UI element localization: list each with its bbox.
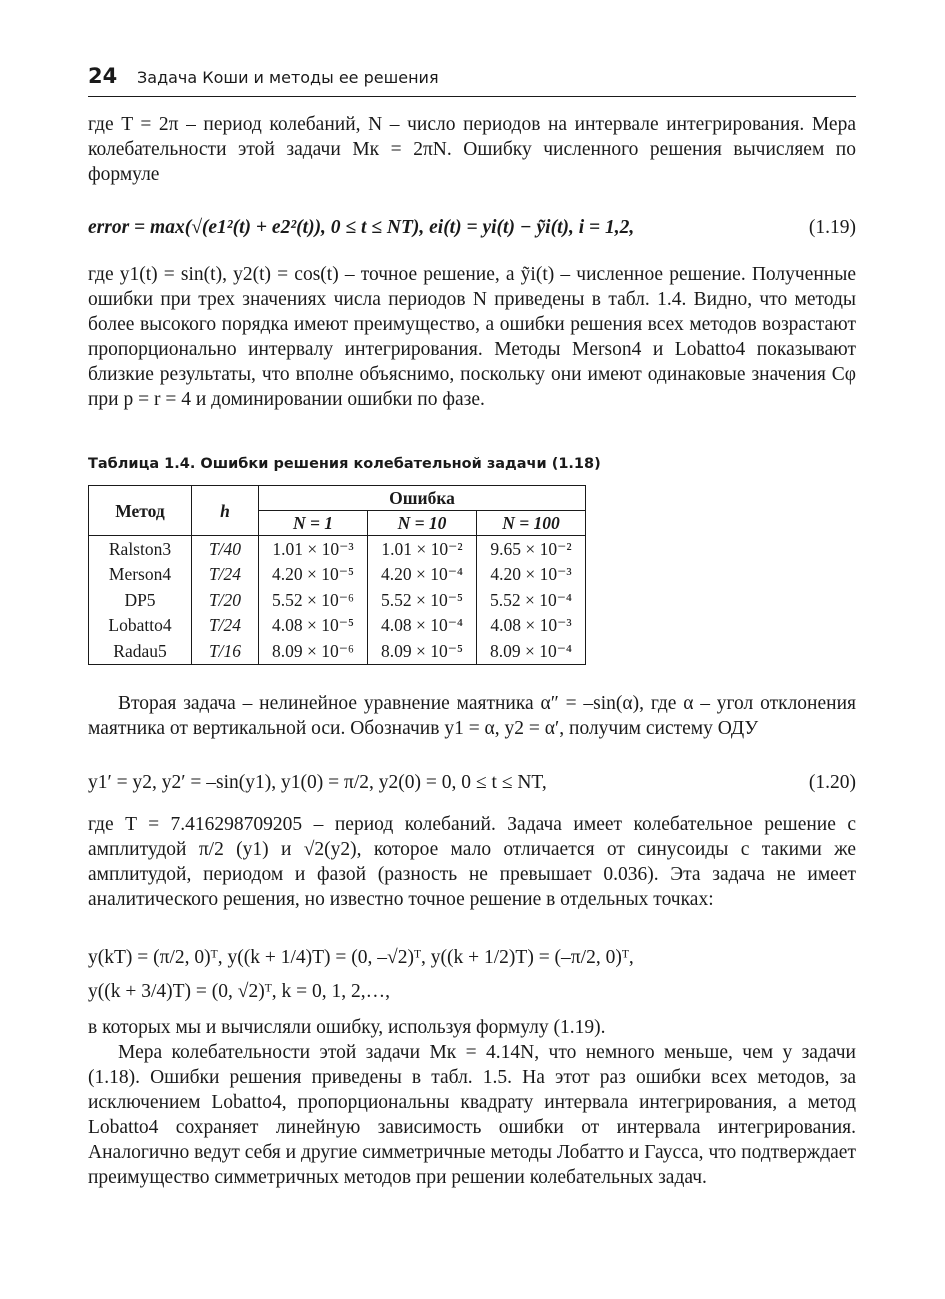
cell-h: T/20 bbox=[192, 587, 259, 613]
cell-method: Lobatto4 bbox=[89, 613, 192, 639]
cell-h: T/16 bbox=[192, 638, 259, 664]
table-row bbox=[89, 536, 586, 562]
cell-n1: 5.52 × 10⁻⁶ bbox=[259, 587, 368, 613]
paragraph-error-note: в которых мы и вычисляли ошибку, используя формулу (1.19). bbox=[88, 1017, 606, 1038]
table-header-method: Метод bbox=[89, 486, 192, 536]
table-row bbox=[89, 587, 586, 613]
exact-points-line-1-text: y(kT) = (π/2, 0)ᵀ, y((k + 1/4)T) = (0, –√2)ᵀ, y((k + 1/2)T) = (–π/2, 0)ᵀ, bbox=[88, 947, 634, 968]
cell-n10: 4.08 × 10⁻⁴ bbox=[368, 613, 477, 639]
running-head bbox=[88, 62, 856, 97]
cell-n10: 5.52 × 10⁻⁵ bbox=[368, 587, 477, 613]
error-table bbox=[88, 485, 586, 665]
cell-h: T/24 bbox=[192, 613, 259, 639]
cell-n1: 4.08 × 10⁻⁵ bbox=[259, 613, 368, 639]
page-number: 24 bbox=[88, 64, 118, 88]
paragraph-conclusion: Мера колебательности этой задачи Mк = 4.14N, что немного меньше, чем у задачи (1.18). Ошибки решения приведены в табл. 1.5. На этот раз ошибки всех методов, за исключением Lobatto4, пропорциональны квадрату интервала интегрирования, а метод Lobatto4 сохраняет линейную зависимость ошибки от интервала интегрирования. Аналогично ведут себя и другие симметричные методы Лобатто и Гаусса, что подтверждает преимущество симметричных методов при решении колебательных задач. bbox=[88, 1042, 856, 1188]
cell-n1: 1.01 × 10⁻³ bbox=[259, 536, 368, 562]
cell-method: DP5 bbox=[89, 587, 192, 613]
paragraph-period: где T = 7.416298709205 – период колебаний. Задача имеет колебательное решение с амплитудой π/2 (y1) и √2(y2), которое мало отличается от синусоиды с такими же амплитудой, периодом и фазой (разность не превышает 0.036). Эта задача не имеет аналитического решения, но известно точное решение в отдельных точках: bbox=[88, 814, 856, 910]
cell-n1: 8.09 × 10⁻⁶ bbox=[259, 638, 368, 664]
formula-1-20 bbox=[88, 772, 856, 802]
formula-1-19-number: (1.19) bbox=[808, 217, 856, 238]
cell-n100: 8.09 × 10⁻⁴ bbox=[477, 638, 586, 664]
paragraph-pendulum: Вторая задача – нелинейное уравнение маятника α″ = –sin(α), где α – угол отклонения маятника от вертикальной оси. Обозначив y1 = α, y2 = α′, получим систему ОДУ bbox=[88, 693, 856, 739]
cell-method: Ralston3 bbox=[89, 536, 192, 562]
table-header-n100: N = 100 bbox=[477, 511, 586, 536]
table-caption: Таблица 1.4. Ошибки решения колебательной задачи (1.18) bbox=[88, 456, 601, 472]
cell-method: Merson4 bbox=[89, 562, 192, 588]
formula-1-20-number: (1.20) bbox=[808, 772, 856, 793]
table-row bbox=[89, 613, 586, 639]
cell-n10: 8.09 × 10⁻⁵ bbox=[368, 638, 477, 664]
cell-n100: 4.08 × 10⁻³ bbox=[477, 613, 586, 639]
table-row bbox=[89, 638, 586, 664]
chapter-title: Задача Коши и методы ее решения bbox=[137, 68, 439, 87]
table-header-n10: N = 10 bbox=[368, 511, 477, 536]
cell-n100: 9.65 × 10⁻² bbox=[477, 536, 586, 562]
cell-n10: 1.01 × 10⁻² bbox=[368, 536, 477, 562]
paragraph-results: где y1(t) = sin(t), y2(t) = cos(t) – точное решение, а ỹi(t) – численное решение. Полученные ошибки при трех значениях числа периодов N приведены в табл. 1.4. Видно, что методы более высокого порядка имеют преимущество, а ошибки решения всех методов возрастают пропорционально интервалу интегрирования. Методы Merson4 и Lobatto4 показывают близкие результаты, что вполне объяснимо, поскольку они имеют одинаковые значения Cφ при p = r = 4 и доминировании ошибки по фазе. bbox=[88, 264, 856, 410]
cell-n10: 4.20 × 10⁻⁴ bbox=[368, 562, 477, 588]
table-header-n1: N = 1 bbox=[259, 511, 368, 536]
formula-1-20-body: y1′ = y2, y2′ = –sin(y1), y1(0) = π/2, y2(0) = 0, 0 ≤ t ≤ NT, bbox=[88, 772, 547, 793]
cell-n100: 4.20 × 10⁻³ bbox=[477, 562, 586, 588]
cell-method: Radau5 bbox=[89, 638, 192, 664]
exact-points-line-2 bbox=[88, 981, 856, 1011]
paragraph-intro: где T = 2π – период колебаний, N – число периодов на интервале интегрирования. Мера колебательности этой задачи Mк = 2πN. Ошибку численного решения вычисляем по формуле bbox=[88, 114, 856, 185]
cell-h: T/24 bbox=[192, 562, 259, 588]
cell-n100: 5.52 × 10⁻⁴ bbox=[477, 587, 586, 613]
table-header-h: h bbox=[192, 486, 259, 536]
table-header-error: Ошибка bbox=[259, 486, 586, 511]
cell-n1: 4.20 × 10⁻⁵ bbox=[259, 562, 368, 588]
exact-points-line-1 bbox=[88, 947, 856, 977]
formula-1-19 bbox=[88, 217, 856, 247]
exact-points-line-2-text: y((k + 3/4)T) = (0, √2)ᵀ, k = 0, 1, 2,…, bbox=[88, 981, 391, 1002]
formula-1-19-body: error = max(√(e1²(t) + e2²(t)), 0 ≤ t ≤ NT), ei(t) = yi(t) − ỹi(t), i = 1,2, bbox=[88, 217, 635, 238]
table-row bbox=[89, 562, 586, 588]
cell-h: T/40 bbox=[192, 536, 259, 562]
